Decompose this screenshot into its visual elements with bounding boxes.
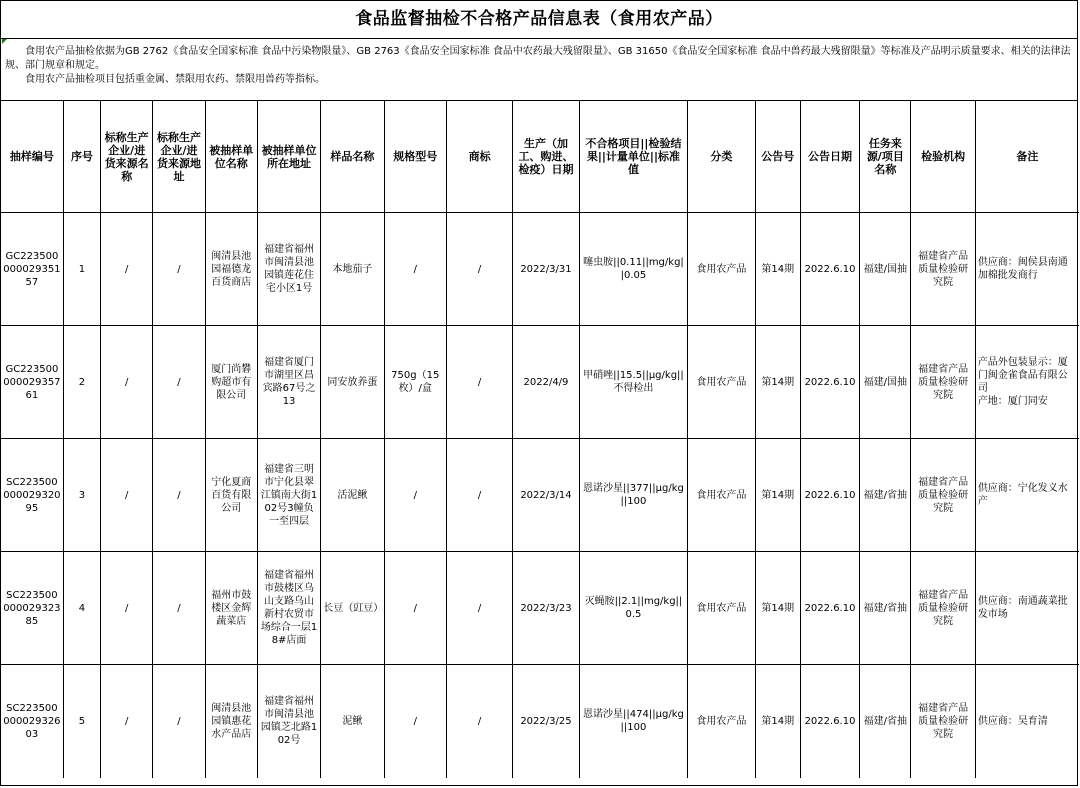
table-cell: 2022/3/31: [513, 213, 579, 326]
table-cell: 2022.6.10: [800, 326, 859, 439]
data-table: [1, 101, 1079, 778]
table-cell: /: [153, 439, 205, 552]
table-cell: /: [446, 213, 512, 326]
table-cell: /: [384, 552, 446, 665]
table-cell: /: [153, 665, 205, 778]
table-cell: 福建省产品质量检验研究院: [911, 665, 975, 778]
notes-block: [1, 39, 1077, 101]
table-cell: 2022.6.10: [800, 552, 859, 665]
table-cell: /: [101, 326, 153, 439]
table-cell: 泥鳅: [321, 665, 384, 778]
table-cell: /: [446, 665, 512, 778]
cell-comment-marker-icon: [2, 39, 7, 44]
table-cell: GC22350000002935761: [1, 326, 63, 439]
table-cell: /: [101, 213, 153, 326]
table-cell: 食用农产品: [688, 326, 755, 439]
column-header: 商标: [446, 101, 512, 213]
note-line: 食用农产品抽检依据为GB 2762《食品安全国家标准 食品中污染物限量》、GB 2763《食品安全国家标准 食品中农药最大残留限量》、GB 31650《食品安全国家标准 食品中兽药最大残留限量》等标准及产品明示质量要求、相关的法律法规、部门规章和规定。: [5, 46, 1071, 71]
table-cell: 第14期: [755, 439, 800, 552]
column-header: 公告号: [755, 101, 800, 213]
table-cell: 2: [63, 326, 100, 439]
table-cell: 食用农产品: [688, 552, 755, 665]
table-cell: 同安放养蛋: [321, 326, 384, 439]
table-cell: 2022/4/9: [513, 326, 579, 439]
table-cell: 福建/国抽: [860, 213, 911, 326]
table-cell: /: [446, 552, 512, 665]
table-cell: 宁化夏商百货有限公司: [205, 439, 257, 552]
column-header: 样品名称: [321, 101, 384, 213]
table-cell: /: [384, 439, 446, 552]
column-header: 标称生产企业/进货来源地址: [153, 101, 205, 213]
column-header: 生产（加工、购进、检疫）日期: [513, 101, 579, 213]
column-header: 抽样编号: [1, 101, 63, 213]
column-header: 分类: [688, 101, 755, 213]
table-cell: 噻虫胺||0.11||mg/kg||0.05: [579, 213, 688, 326]
table-cell: 福建省福州市鼓楼区乌山支路乌山新村农贸市场综合一层18#店面: [257, 552, 320, 665]
table-cell: 福建省福州市闽清县池园镇芝北路102号: [257, 665, 320, 778]
table-cell: 2022/3/14: [513, 439, 579, 552]
column-header: 任务来源/项目名称: [860, 101, 911, 213]
table-title: 食品监督抽检不合格产品信息表（食用农产品）: [1, 1, 1077, 39]
table-cell: 第14期: [755, 326, 800, 439]
column-header: 规格型号: [384, 101, 446, 213]
table-cell: 3: [63, 439, 100, 552]
table-cell: SC22350000002932385: [1, 552, 63, 665]
table-cell: 灭蝇胺||2.1||mg/kg||0.5: [579, 552, 688, 665]
table-cell: 1: [63, 213, 100, 326]
table-row: [1, 439, 1079, 552]
table-cell: 闽清县池园镇惠花水产品店: [205, 665, 257, 778]
table-cell: 福州市鼓楼区金辉蔬菜店: [205, 552, 257, 665]
table-cell: 2022.6.10: [800, 439, 859, 552]
table-cell: SC22350000002932095: [1, 439, 63, 552]
table-cell: 福建省厦门市湖里区昌宾路67号之13: [257, 326, 320, 439]
table-row: [1, 665, 1079, 778]
table-cell: 食用农产品: [688, 213, 755, 326]
table-cell: 闽清县池园福德龙百货商店: [205, 213, 257, 326]
table-cell: 750g（15枚）/盒: [384, 326, 446, 439]
table-cell: 供应商：南通蔬菜批发市场: [975, 552, 1079, 665]
table-cell: 第14期: [755, 665, 800, 778]
column-header: 标称生产企业/进货来源名称: [101, 101, 153, 213]
table-cell: 2022/3/23: [513, 552, 579, 665]
column-header: 备注: [975, 101, 1079, 213]
table-body: [1, 213, 1079, 778]
table-cell: 福建/省抽: [860, 665, 911, 778]
table-row: [1, 213, 1079, 326]
column-header: 被抽样单位名称: [205, 101, 257, 213]
table-cell: /: [101, 439, 153, 552]
table-cell: 供应商：闽侯县南通加棉批发商行: [975, 213, 1079, 326]
table-cell: 5: [63, 665, 100, 778]
table-cell: 福建/国抽: [860, 326, 911, 439]
table-cell: /: [101, 552, 153, 665]
table-cell: 福建省三明市宁化县翠江镇南大街102号3幢负一至四层: [257, 439, 320, 552]
table-cell: 福建/省抽: [860, 552, 911, 665]
table-cell: 福建省产品质量检验研究院: [911, 552, 975, 665]
table-cell: 供应商：宁化发义水产: [975, 439, 1079, 552]
table-cell: 产品外包装显示：厦门闽金雀食品有限公司 产地：厦门同安: [975, 326, 1079, 439]
table-cell: /: [153, 213, 205, 326]
column-header: 序号: [63, 101, 100, 213]
table-cell: 4: [63, 552, 100, 665]
table-cell: 福建省产品质量检验研究院: [911, 439, 975, 552]
header-row: [1, 101, 1079, 213]
table-cell: 恩诺沙星||474||μg/kg||100: [579, 665, 688, 778]
table-cell: 本地茄子: [321, 213, 384, 326]
table-cell: /: [384, 665, 446, 778]
table-cell: 福建省产品质量检验研究院: [911, 326, 975, 439]
table-cell: /: [446, 439, 512, 552]
table-cell: /: [384, 213, 446, 326]
table-row: [1, 552, 1079, 665]
column-header: 不合格项目||检验结果||计量单位||标准值: [579, 101, 688, 213]
table-cell: 食用农产品: [688, 665, 755, 778]
table-cell: 食用农产品: [688, 439, 755, 552]
table-cell: 2022.6.10: [800, 665, 859, 778]
table-cell: /: [446, 326, 512, 439]
table-cell: 第14期: [755, 213, 800, 326]
table-cell: 2022/3/25: [513, 665, 579, 778]
table-cell: /: [101, 665, 153, 778]
column-header: 检验机构: [911, 101, 975, 213]
table-cell: 供应商：吴育清: [975, 665, 1079, 778]
table-cell: 福建/省抽: [860, 439, 911, 552]
table-cell: SC22350000002932603: [1, 665, 63, 778]
table-cell: 福建省产品质量检验研究院: [911, 213, 975, 326]
table-cell: 甲硝唑||15.5||μg/kg||不得检出: [579, 326, 688, 439]
table-cell: 恩诺沙星||377||μg/kg||100: [579, 439, 688, 552]
table-cell: 2022.6.10: [800, 213, 859, 326]
table-cell: 厦门尚礬购超市有限公司: [205, 326, 257, 439]
table-row: [1, 326, 1079, 439]
table-cell: GC22350000002935157: [1, 213, 63, 326]
note-line: 食用农产品抽检项目包括重金属、禁限用农药、禁限用兽药等指标。: [25, 74, 325, 85]
column-header: 公告日期: [800, 101, 859, 213]
table-cell: /: [153, 552, 205, 665]
table-cell: 长豆（豇豆）: [321, 552, 384, 665]
table-cell: 福建省福州市闽清县池园镇莲花住宅小区1号: [257, 213, 320, 326]
table-cell: 活泥鳅: [321, 439, 384, 552]
table-cell: 第14期: [755, 552, 800, 665]
column-header: 被抽样单位所在地址: [257, 101, 320, 213]
table-cell: /: [153, 326, 205, 439]
